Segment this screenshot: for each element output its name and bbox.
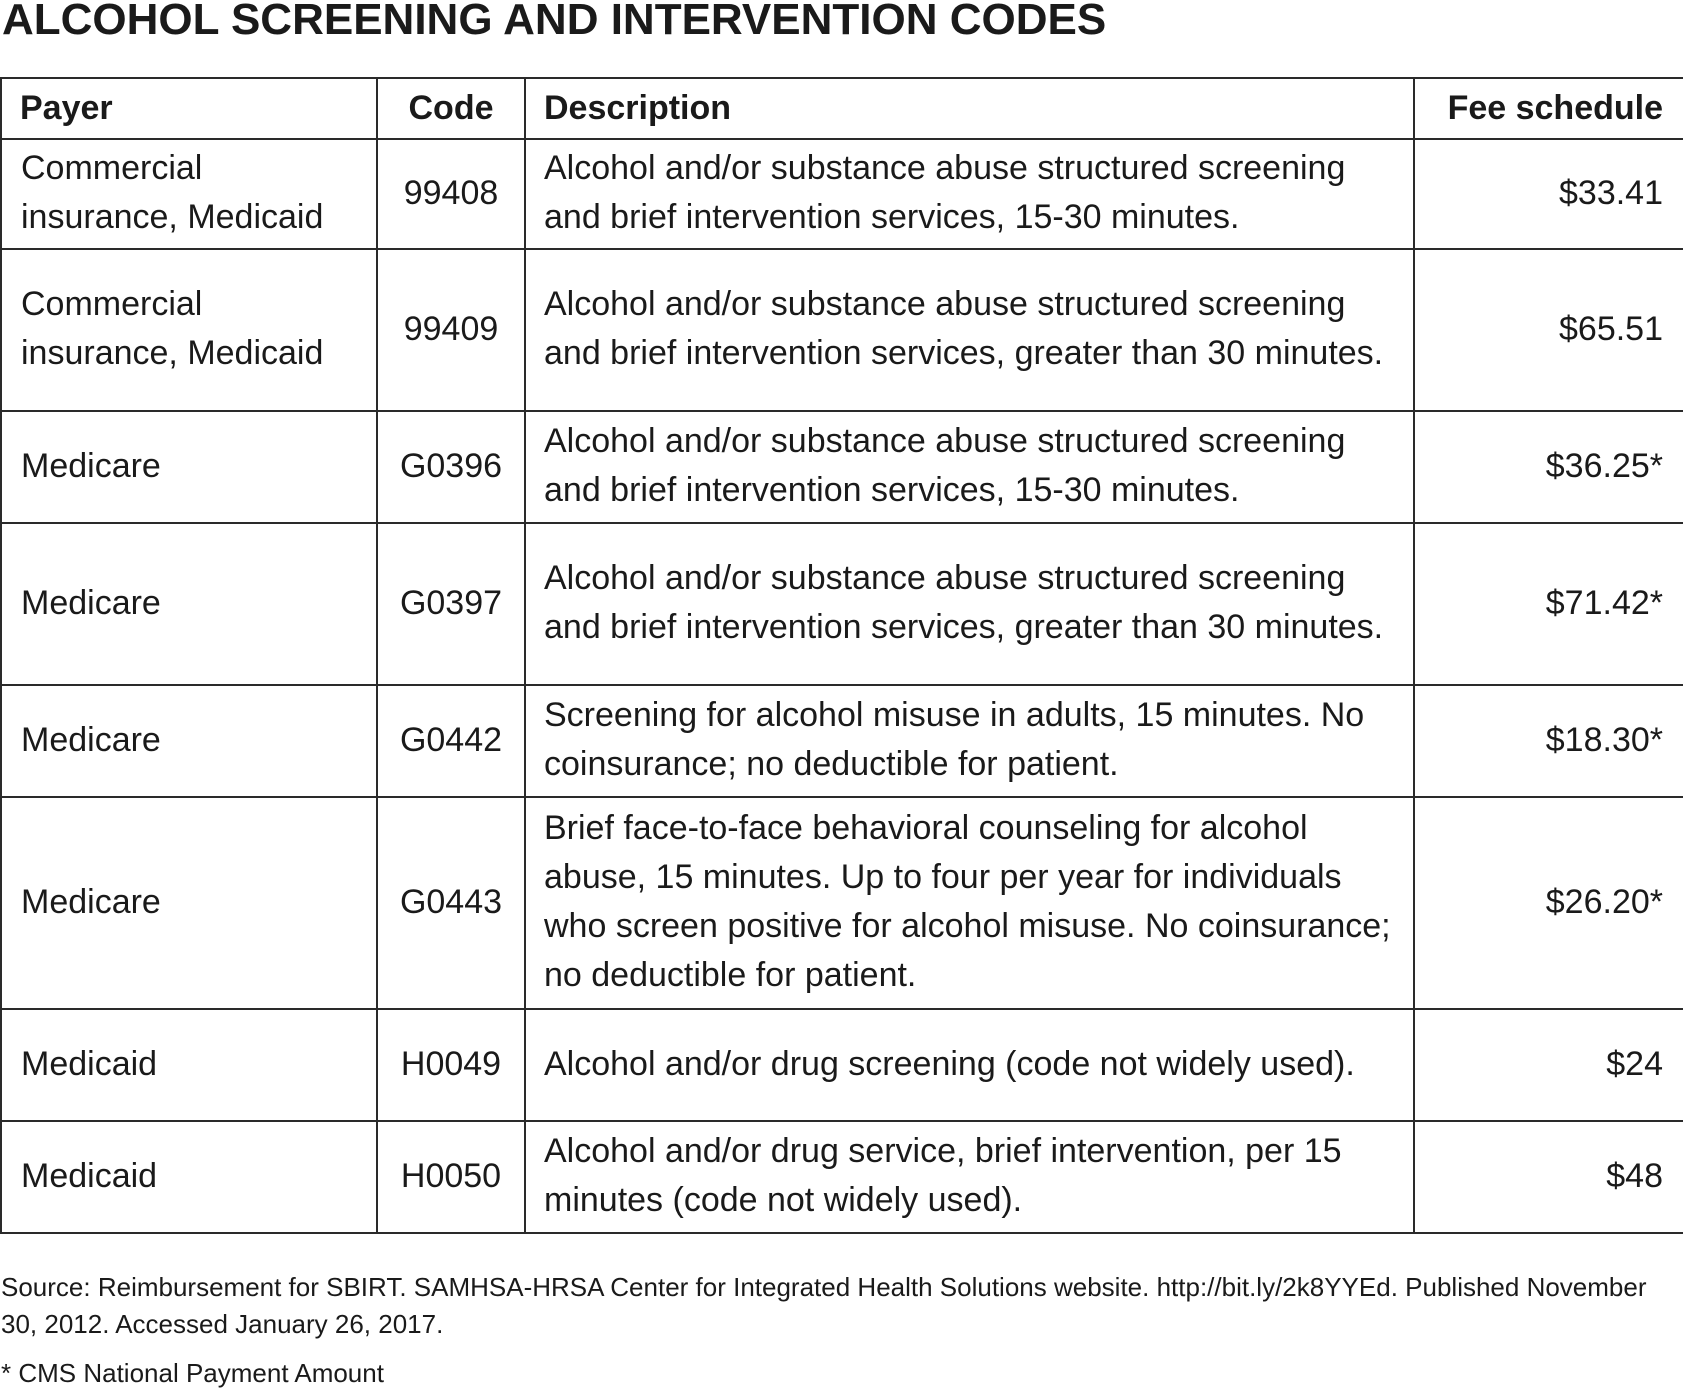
code-cell: G0397 (377, 523, 525, 685)
fee-cell: $71.42* (1414, 523, 1683, 685)
footnote: * CMS National Payment Amount (1, 1358, 384, 1388)
code-cell: 99408 (377, 139, 525, 249)
fee-cell: $48 (1414, 1121, 1683, 1233)
fee-cell: $26.20* (1414, 797, 1683, 1009)
code-cell: G0443 (377, 797, 525, 1009)
payer-cell: Medicare (1, 523, 377, 685)
payer-cell: Medicare (1, 797, 377, 1009)
table-header-row (1, 78, 1683, 139)
codes-table (0, 77, 1683, 1234)
code-cell: 99409 (377, 249, 525, 411)
description-cell: Alcohol and/or substance abuse structured screening and brief intervention services, greater than 30 minutes. (525, 249, 1414, 411)
table-row (1, 249, 1683, 411)
description-cell: Brief face-to-face behavioral counseling for alcohol abuse, 15 minutes. Up to four per year for individuals who screen positive for alcohol misuse. No coinsurance; no deductible for patient. (525, 797, 1414, 1009)
fee-cell: $36.25* (1414, 411, 1683, 523)
table-row (1, 139, 1683, 249)
fee-cell: $33.41 (1414, 139, 1683, 249)
source-note: Source: Reimbursement for SBIRT. SAMHSA-HRSA Center for Integrated Health Solutions website. http://bit.ly/2k8YYEd. Published November 30, 2012. Accessed January 26, 2017. (1, 1272, 1647, 1339)
header-fee-schedule: Fee schedule (1414, 78, 1683, 139)
header-code: Code (377, 78, 525, 139)
fee-cell: $65.51 (1414, 249, 1683, 411)
table-row (1, 797, 1683, 1009)
code-cell: H0050 (377, 1121, 525, 1233)
description-cell: Alcohol and/or drug screening (code not widely used). (525, 1009, 1414, 1121)
payer-cell: Medicaid (1, 1009, 377, 1121)
description-cell: Alcohol and/or substance abuse structured screening and brief intervention services, greater than 30 minutes. (525, 523, 1414, 685)
header-description: Description (525, 78, 1414, 139)
description-cell: Alcohol and/or substance abuse structured screening and brief intervention services, 15-30 minutes. (525, 411, 1414, 523)
description-cell: Alcohol and/or substance abuse structured screening and brief intervention services, 15-30 minutes. (525, 139, 1414, 249)
code-cell: G0396 (377, 411, 525, 523)
payer-cell: Medicare (1, 411, 377, 523)
description-cell: Alcohol and/or drug service, brief intervention, per 15 minutes (code not widely used). (525, 1121, 1414, 1233)
table-row (1, 1009, 1683, 1121)
header-payer: Payer (1, 78, 377, 139)
fee-cell: $24 (1414, 1009, 1683, 1121)
page-title: ALCOHOL SCREENING AND INTERVENTION CODES (2, 0, 1107, 44)
payer-cell: Medicaid (1, 1121, 377, 1233)
table-row (1, 411, 1683, 523)
code-cell: G0442 (377, 685, 525, 797)
table-row (1, 685, 1683, 797)
code-cell: H0049 (377, 1009, 525, 1121)
payer-cell: Commercial insurance, Medicaid (1, 139, 377, 249)
payer-cell: Medicare (1, 685, 377, 797)
table-row (1, 523, 1683, 685)
fee-cell: $18.30* (1414, 685, 1683, 797)
description-cell: Screening for alcohol misuse in adults, 15 minutes. No coinsurance; no deductible for patient. (525, 685, 1414, 797)
notes (1, 1269, 1681, 1392)
payer-cell: Commercial insurance, Medicaid (1, 249, 377, 411)
table-row (1, 1121, 1683, 1233)
